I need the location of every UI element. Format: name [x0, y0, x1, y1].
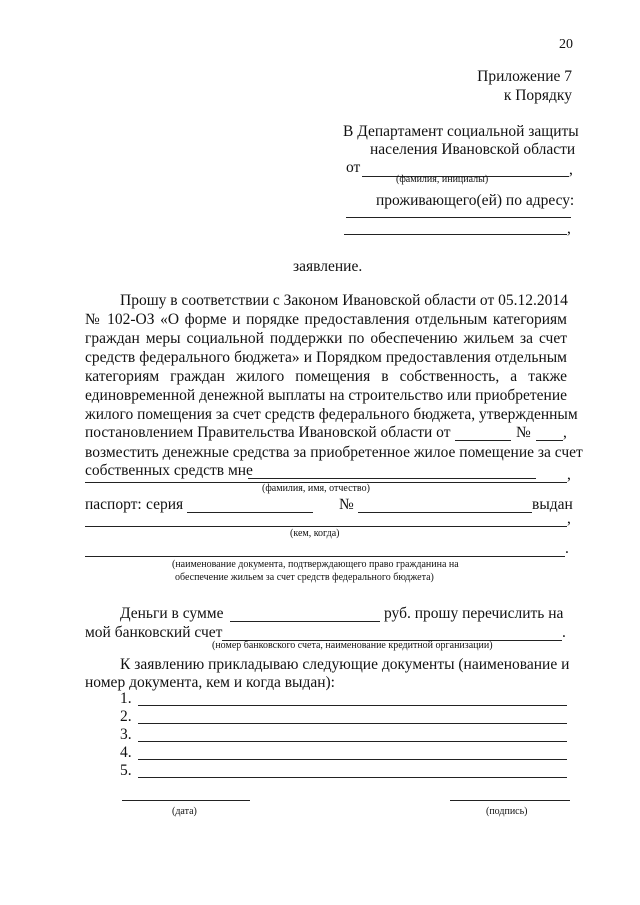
body-line-6: единовременной денежной выплаты на строительство или приобретение [85, 387, 567, 404]
passport-series-field[interactable] [187, 512, 313, 513]
document-title: заявление. [293, 258, 363, 275]
attachment-number-4: 4. [120, 744, 132, 761]
attachment-field-3[interactable] [138, 741, 567, 742]
attachment-field-5[interactable] [138, 777, 567, 778]
attachment-number-1: 1. [120, 690, 132, 707]
doc-caption-line-1: (наименование документа, подтверждающего право гражданина на [172, 559, 459, 570]
passport-label: паспорт: [85, 496, 142, 513]
own-funds-field[interactable] [248, 478, 536, 479]
account-label: мой банковский счет [85, 624, 223, 641]
body-line-1: Прошу в соответствии с Законом Ивановской области от 05.12.2014 [120, 292, 568, 309]
passport-caption: (кем, когда) [290, 528, 340, 539]
attachment-field-2[interactable] [138, 723, 567, 724]
body-line-2: № 102-ОЗ «О форме и порядке предоставления отдельным категориям [85, 311, 567, 328]
date-caption: (дата) [172, 806, 197, 817]
attachment-number-3: 3. [120, 726, 132, 743]
passport-number-field[interactable] [358, 512, 532, 513]
name-caption: (фамилия, имя, отчество) [262, 483, 370, 494]
appendix-line-2: к Порядку [503, 87, 572, 104]
signature-field[interactable] [450, 800, 570, 801]
full-name-comma: , [567, 466, 571, 483]
attachment-field-4[interactable] [138, 759, 567, 760]
from-caption: (фамилия, инициалы) [396, 174, 489, 185]
account-period: . [562, 624, 566, 641]
residing-label: проживающего(ей) по адресу: [376, 192, 575, 209]
body-line-3: граждан меры социальной поддержки по обеспечению жильем за счет [85, 330, 567, 347]
attachments-intro-1: К заявлению прикладываю следующие документы (наименование и [120, 656, 570, 673]
address-field-2[interactable] [344, 234, 567, 235]
attachment-number-2: 2. [120, 708, 132, 725]
address-field-1[interactable] [346, 217, 571, 218]
address-comma: , [567, 220, 571, 237]
decree-comma: , [563, 424, 567, 441]
date-field[interactable] [122, 800, 250, 801]
signature-caption: (подпись) [486, 806, 528, 817]
money-amount-field[interactable] [230, 621, 380, 622]
from-comma: , [569, 161, 573, 178]
attachment-number-5: 5. [120, 762, 132, 779]
attachments-intro-2: номер документа, кем и когда выдан): [85, 674, 335, 691]
passport-issuer-comma: , [567, 510, 571, 527]
body-line-5: категориям граждан жилого помещения в собственность, а также [85, 368, 567, 385]
decree-number-field[interactable] [536, 440, 563, 441]
body-line-4: средств федерального бюджета» и Порядком предоставления отдельным [85, 349, 567, 366]
body-line-7: жилого помещения за счет средств федерального бюджета, утвержденным [85, 406, 578, 423]
page-number: 20 [559, 37, 573, 52]
decree-date-field[interactable] [455, 440, 511, 441]
money-prefix: Деньги в сумме [120, 605, 224, 622]
ownership-document-field[interactable] [85, 556, 565, 557]
addressee-line-1: В Департамент социальной защиты [343, 123, 579, 140]
doc-caption-line-2: обеспечение жильем за счет средств федерального бюджета) [175, 572, 434, 583]
attachment-field-1[interactable] [138, 705, 567, 706]
own-funds-label: собственных средств мне [85, 462, 253, 479]
passport-issued-label: выдан [532, 496, 573, 513]
passport-issuer-field[interactable] [85, 526, 567, 527]
from-label: от [346, 159, 361, 176]
decree-no-label: № [516, 424, 531, 441]
money-suffix: руб. прошу перечислить на [384, 605, 564, 622]
decree-text: постановлением Правительства Ивановской области от [85, 424, 451, 441]
addressee-line-2: населения Ивановской области [370, 141, 576, 158]
passport-no-label: № [339, 496, 354, 513]
appendix-line-1: Приложение 7 [477, 68, 572, 85]
refund-line: возместить денежные средства за приобретенное жилое помещение за счет [85, 444, 583, 461]
account-caption: (номер банковского счета, наименование кредитной организации) [212, 640, 493, 651]
passport-series-label: серия [146, 496, 184, 513]
ownership-document-period: . [565, 540, 569, 557]
